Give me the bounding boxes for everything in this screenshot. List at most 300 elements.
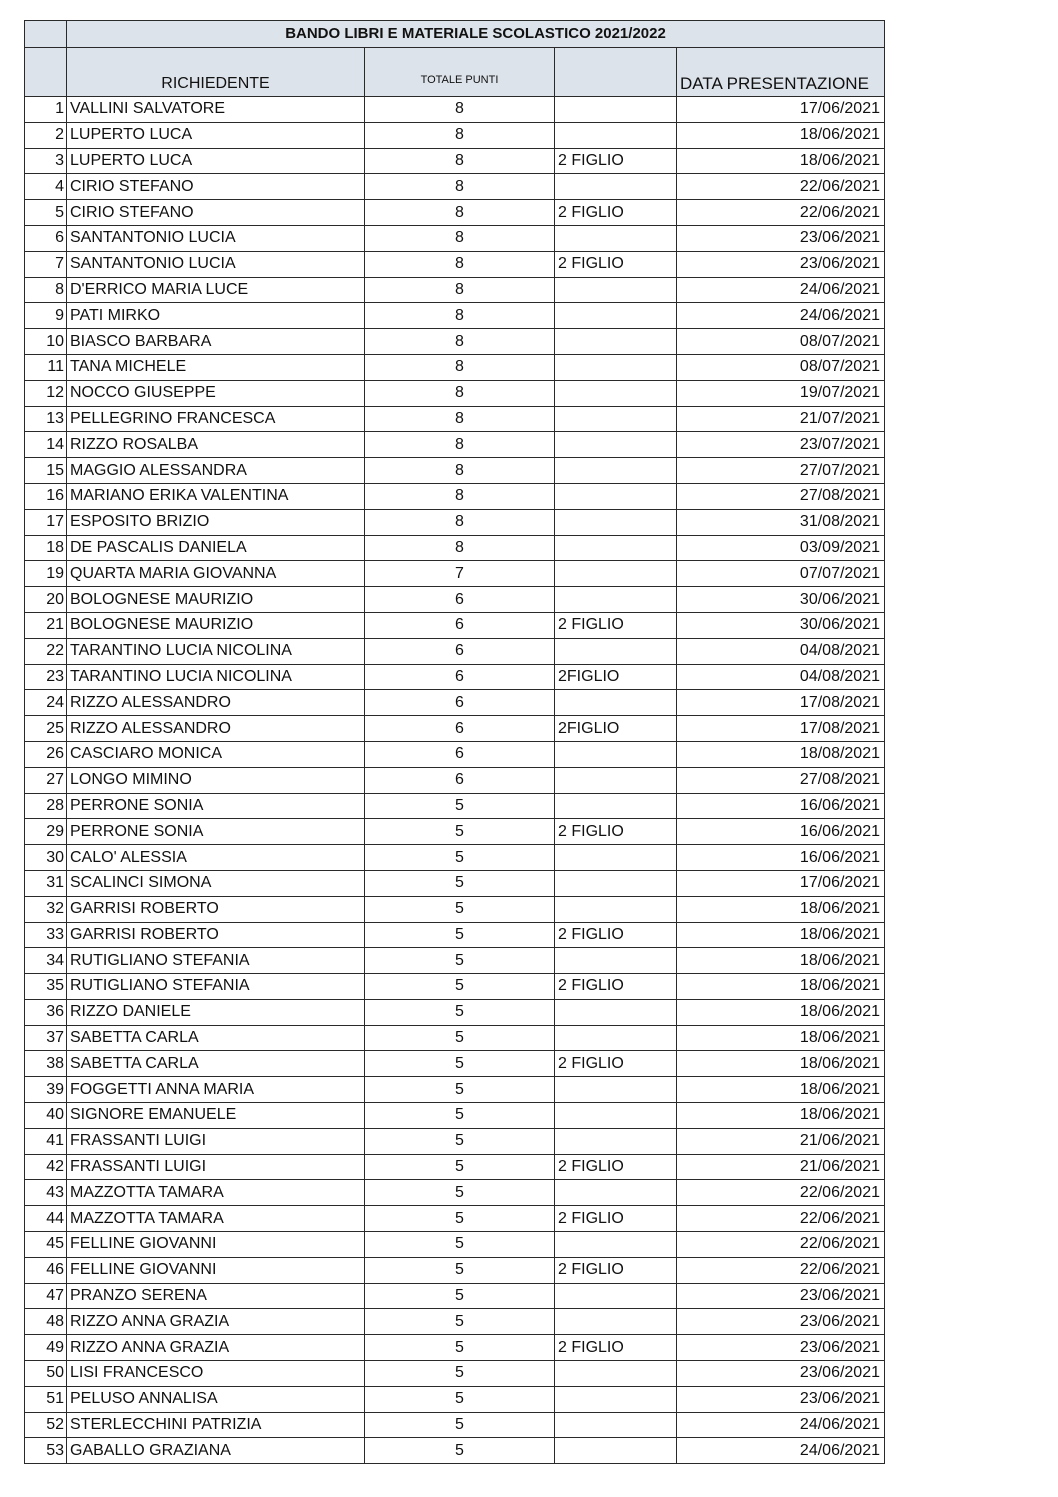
title-row — [25, 21, 885, 48]
row-number: 17 — [25, 509, 67, 535]
table-row — [25, 303, 885, 329]
child-note — [555, 1232, 677, 1258]
submission-date: 18/06/2021 — [677, 1077, 885, 1103]
table-row — [25, 1257, 885, 1283]
applicant-name: D'ERRICO MARIA LUCE — [67, 277, 365, 303]
child-note — [555, 1438, 677, 1464]
submission-date: 17/06/2021 — [677, 870, 885, 896]
table-row — [25, 690, 885, 716]
applicant-name: NOCCO GIUSEPPE — [67, 380, 365, 406]
row-number: 14 — [25, 432, 67, 458]
child-note — [555, 122, 677, 148]
child-note — [555, 1412, 677, 1438]
applicant-name: GABALLO GRAZIANA — [67, 1438, 365, 1464]
applicant-name: GARRISI ROBERTO — [67, 896, 365, 922]
applicant-name: MAZZOTTA TAMARA — [67, 1180, 365, 1206]
submission-date: 16/06/2021 — [677, 845, 885, 871]
total-points: 8 — [365, 406, 555, 432]
applicant-name: RUTIGLIANO STEFANIA — [67, 948, 365, 974]
child-note — [555, 174, 677, 200]
submission-date: 18/06/2021 — [677, 1025, 885, 1051]
total-points: 5 — [365, 1386, 555, 1412]
row-number: 37 — [25, 1025, 67, 1051]
table-row — [25, 1103, 885, 1129]
submission-date: 08/07/2021 — [677, 354, 885, 380]
child-note: 2 FIGLIO — [555, 1335, 677, 1361]
row-number: 33 — [25, 922, 67, 948]
row-number: 30 — [25, 845, 67, 871]
total-points: 5 — [365, 974, 555, 1000]
total-points: 5 — [365, 922, 555, 948]
child-note — [555, 587, 677, 613]
row-number: 26 — [25, 741, 67, 767]
submission-date: 21/06/2021 — [677, 1154, 885, 1180]
total-points: 6 — [365, 664, 555, 690]
table-row — [25, 1077, 885, 1103]
row-number: 20 — [25, 587, 67, 613]
child-note — [555, 896, 677, 922]
applicant-name: GARRISI ROBERTO — [67, 922, 365, 948]
applicant-name: BOLOGNESE MAURIZIO — [67, 612, 365, 638]
row-number: 50 — [25, 1361, 67, 1387]
applicant-name: FELLINE GIOVANNI — [67, 1232, 365, 1258]
total-points: 8 — [365, 174, 555, 200]
table-row — [25, 716, 885, 742]
submission-date: 23/06/2021 — [677, 1335, 885, 1361]
row-number: 36 — [25, 999, 67, 1025]
total-points: 7 — [365, 561, 555, 587]
table-row — [25, 896, 885, 922]
total-points: 5 — [365, 948, 555, 974]
applicant-name: TANA MICHELE — [67, 354, 365, 380]
applicant-name: RIZZO ANNA GRAZIA — [67, 1309, 365, 1335]
total-points: 5 — [365, 1206, 555, 1232]
table-row — [25, 1206, 885, 1232]
child-note: 2 FIGLIO — [555, 1051, 677, 1077]
total-points: 5 — [365, 1154, 555, 1180]
table-row — [25, 251, 885, 277]
row-number: 44 — [25, 1206, 67, 1232]
child-note — [555, 793, 677, 819]
submission-date: 24/06/2021 — [677, 1438, 885, 1464]
row-number: 16 — [25, 483, 67, 509]
child-note — [555, 690, 677, 716]
submission-date: 16/06/2021 — [677, 793, 885, 819]
child-note — [555, 1386, 677, 1412]
row-number: 7 — [25, 251, 67, 277]
row-number: 25 — [25, 716, 67, 742]
applicant-name: PERRONE SONIA — [67, 793, 365, 819]
total-points: 8 — [365, 354, 555, 380]
table-row — [25, 458, 885, 484]
applicant-name: RIZZO ROSALBA — [67, 432, 365, 458]
total-points: 5 — [365, 1361, 555, 1387]
applicant-name: PATI MIRKO — [67, 303, 365, 329]
total-points: 5 — [365, 1283, 555, 1309]
total-points: 8 — [365, 380, 555, 406]
child-note — [555, 329, 677, 355]
submission-date: 18/08/2021 — [677, 741, 885, 767]
applicant-name: BIASCO BARBARA — [67, 329, 365, 355]
total-points: 6 — [365, 612, 555, 638]
total-points: 8 — [365, 225, 555, 251]
applicant-name: LONGO MIMINO — [67, 767, 365, 793]
header-data-presentazione: DATA PRESENTAZIONE — [677, 48, 885, 97]
table-row — [25, 1025, 885, 1051]
total-points: 8 — [365, 303, 555, 329]
applicant-name: RIZZO ALESSANDRO — [67, 716, 365, 742]
submission-date: 17/08/2021 — [677, 716, 885, 742]
submission-date: 18/06/2021 — [677, 896, 885, 922]
submission-date: 23/06/2021 — [677, 1386, 885, 1412]
total-points: 8 — [365, 200, 555, 226]
table-row — [25, 819, 885, 845]
table-row — [25, 380, 885, 406]
row-number: 48 — [25, 1309, 67, 1335]
row-number: 52 — [25, 1412, 67, 1438]
row-number: 19 — [25, 561, 67, 587]
submission-date: 23/06/2021 — [677, 251, 885, 277]
applicant-name: SIGNORE EMANUELE — [67, 1103, 365, 1129]
total-points: 5 — [365, 1103, 555, 1129]
submission-date: 23/06/2021 — [677, 225, 885, 251]
child-note: 2 FIGLIO — [555, 200, 677, 226]
applicant-name: SANTANTONIO LUCIA — [67, 225, 365, 251]
submission-date: 07/07/2021 — [677, 561, 885, 587]
row-number: 34 — [25, 948, 67, 974]
applicant-name: FRASSANTI LUIGI — [67, 1128, 365, 1154]
table-row — [25, 200, 885, 226]
table-row — [25, 535, 885, 561]
total-points: 5 — [365, 1051, 555, 1077]
child-note: 2 FIGLIO — [555, 819, 677, 845]
table-title: BANDO LIBRI E MATERIALE SCOLASTICO 2021/2022 — [67, 21, 885, 48]
submission-date: 31/08/2021 — [677, 509, 885, 535]
child-note — [555, 1103, 677, 1129]
submission-date: 24/06/2021 — [677, 303, 885, 329]
total-points: 5 — [365, 870, 555, 896]
total-points: 6 — [365, 690, 555, 716]
table-row — [25, 767, 885, 793]
total-points: 8 — [365, 329, 555, 355]
table-row — [25, 483, 885, 509]
applicant-name: LISI FRANCESCO — [67, 1361, 365, 1387]
child-note — [555, 509, 677, 535]
applicant-name: STERLECCHINI PATRIZIA — [67, 1412, 365, 1438]
submission-date: 27/08/2021 — [677, 483, 885, 509]
row-number: 38 — [25, 1051, 67, 1077]
submission-date: 24/06/2021 — [677, 277, 885, 303]
submission-date: 27/08/2021 — [677, 767, 885, 793]
applicant-name: CASCIARO MONICA — [67, 741, 365, 767]
total-points: 5 — [365, 1412, 555, 1438]
child-note — [555, 483, 677, 509]
child-note: 2 FIGLIO — [555, 1257, 677, 1283]
table-row — [25, 948, 885, 974]
submission-date: 27/07/2021 — [677, 458, 885, 484]
applicant-name: MARIANO ERIKA VALENTINA — [67, 483, 365, 509]
applicant-name: BOLOGNESE MAURIZIO — [67, 587, 365, 613]
total-points: 5 — [365, 793, 555, 819]
submission-date: 22/06/2021 — [677, 1206, 885, 1232]
applicant-name: SABETTA CARLA — [67, 1025, 365, 1051]
total-points: 8 — [365, 251, 555, 277]
total-points: 8 — [365, 122, 555, 148]
total-points: 6 — [365, 587, 555, 613]
table-row — [25, 1051, 885, 1077]
child-note — [555, 535, 677, 561]
applicant-name: RIZZO ANNA GRAZIA — [67, 1335, 365, 1361]
row-number: 32 — [25, 896, 67, 922]
submission-date: 23/06/2021 — [677, 1309, 885, 1335]
table-row — [25, 225, 885, 251]
applicants-table — [24, 20, 885, 1464]
table-row — [25, 1283, 885, 1309]
header-richiedente: RICHIEDENTE — [67, 48, 365, 97]
table-row — [25, 999, 885, 1025]
child-note — [555, 948, 677, 974]
row-number: 27 — [25, 767, 67, 793]
row-number: 13 — [25, 406, 67, 432]
child-note — [555, 1361, 677, 1387]
child-note: 2 FIGLIO — [555, 974, 677, 1000]
applicant-name: CALO' ALESSIA — [67, 845, 365, 871]
child-note — [555, 767, 677, 793]
applicant-name: FRASSANTI LUIGI — [67, 1154, 365, 1180]
submission-date: 23/07/2021 — [677, 432, 885, 458]
total-points: 5 — [365, 1257, 555, 1283]
table-row — [25, 1180, 885, 1206]
total-points: 6 — [365, 767, 555, 793]
total-points: 5 — [365, 896, 555, 922]
header-number-cell — [25, 48, 67, 97]
row-number: 46 — [25, 1257, 67, 1283]
child-note — [555, 1077, 677, 1103]
submission-date: 18/06/2021 — [677, 1051, 885, 1077]
table-row — [25, 1412, 885, 1438]
child-note: 2 FIGLIO — [555, 1154, 677, 1180]
total-points: 8 — [365, 509, 555, 535]
table-row — [25, 1361, 885, 1387]
table-row — [25, 148, 885, 174]
total-points: 8 — [365, 432, 555, 458]
applicant-name: LUPERTO LUCA — [67, 148, 365, 174]
table-row — [25, 277, 885, 303]
header-note — [555, 48, 677, 97]
row-number: 18 — [25, 535, 67, 561]
row-number: 9 — [25, 303, 67, 329]
row-number: 35 — [25, 974, 67, 1000]
table-row — [25, 509, 885, 535]
row-number: 10 — [25, 329, 67, 355]
total-points: 6 — [365, 638, 555, 664]
row-number: 40 — [25, 1103, 67, 1129]
row-number: 11 — [25, 354, 67, 380]
row-number: 42 — [25, 1154, 67, 1180]
total-points: 8 — [365, 458, 555, 484]
child-note: 2 FIGLIO — [555, 251, 677, 277]
header-totale-punti: TOTALE PUNTI — [365, 48, 555, 97]
row-number: 23 — [25, 664, 67, 690]
title-corner-cell — [25, 21, 67, 48]
child-note — [555, 845, 677, 871]
child-note: 2 FIGLIO — [555, 1206, 677, 1232]
child-note: 2FIGLIO — [555, 664, 677, 690]
table-row — [25, 1438, 885, 1464]
child-note — [555, 561, 677, 587]
table-row — [25, 1386, 885, 1412]
applicant-name: SANTANTONIO LUCIA — [67, 251, 365, 277]
submission-date: 24/06/2021 — [677, 1412, 885, 1438]
row-number: 22 — [25, 638, 67, 664]
submission-date: 21/06/2021 — [677, 1128, 885, 1154]
applicant-name: TARANTINO LUCIA NICOLINA — [67, 638, 365, 664]
row-number: 3 — [25, 148, 67, 174]
child-note — [555, 354, 677, 380]
submission-date: 19/07/2021 — [677, 380, 885, 406]
applicant-name: MAZZOTTA TAMARA — [67, 1206, 365, 1232]
table-row — [25, 174, 885, 200]
child-note — [555, 97, 677, 123]
total-points: 5 — [365, 845, 555, 871]
child-note — [555, 277, 677, 303]
submission-date: 22/06/2021 — [677, 1232, 885, 1258]
total-points: 5 — [365, 1180, 555, 1206]
total-points: 5 — [365, 999, 555, 1025]
row-number: 51 — [25, 1386, 67, 1412]
row-number: 24 — [25, 690, 67, 716]
applicant-name: CIRIO STEFANO — [67, 174, 365, 200]
total-points: 8 — [365, 97, 555, 123]
table-row — [25, 1128, 885, 1154]
submission-date: 08/07/2021 — [677, 329, 885, 355]
applicant-name: FOGGETTI ANNA MARIA — [67, 1077, 365, 1103]
applicant-name: PELUSO ANNALISA — [67, 1386, 365, 1412]
row-number: 8 — [25, 277, 67, 303]
child-note — [555, 999, 677, 1025]
child-note — [555, 638, 677, 664]
applicant-name: DE PASCALIS DANIELA — [67, 535, 365, 561]
total-points: 6 — [365, 716, 555, 742]
total-points: 5 — [365, 1438, 555, 1464]
row-number: 47 — [25, 1283, 67, 1309]
applicant-name: MAGGIO ALESSANDRA — [67, 458, 365, 484]
applicant-name: RIZZO DANIELE — [67, 999, 365, 1025]
submission-date: 23/06/2021 — [677, 1283, 885, 1309]
submission-date: 18/06/2021 — [677, 122, 885, 148]
submission-date: 22/06/2021 — [677, 1257, 885, 1283]
applicant-name: LUPERTO LUCA — [67, 122, 365, 148]
total-points: 5 — [365, 1232, 555, 1258]
row-number: 31 — [25, 870, 67, 896]
submission-date: 18/06/2021 — [677, 948, 885, 974]
total-points: 8 — [365, 483, 555, 509]
table-row — [25, 612, 885, 638]
total-points: 5 — [365, 1335, 555, 1361]
row-number: 28 — [25, 793, 67, 819]
table-row — [25, 354, 885, 380]
table-row — [25, 793, 885, 819]
table-row — [25, 587, 885, 613]
submission-date: 18/06/2021 — [677, 999, 885, 1025]
table-row — [25, 974, 885, 1000]
child-note — [555, 406, 677, 432]
applicant-name: CIRIO STEFANO — [67, 200, 365, 226]
submission-date: 04/08/2021 — [677, 664, 885, 690]
total-points: 5 — [365, 1077, 555, 1103]
child-note — [555, 1025, 677, 1051]
applicant-name: PELLEGRINO FRANCESCA — [67, 406, 365, 432]
submission-date: 22/06/2021 — [677, 200, 885, 226]
applicant-name: RUTIGLIANO STEFANIA — [67, 974, 365, 1000]
row-number: 53 — [25, 1438, 67, 1464]
table-row — [25, 1232, 885, 1258]
total-points: 8 — [365, 535, 555, 561]
child-note — [555, 380, 677, 406]
child-note: 2 FIGLIO — [555, 612, 677, 638]
table-row — [25, 870, 885, 896]
row-number: 4 — [25, 174, 67, 200]
applicant-name: SABETTA CARLA — [67, 1051, 365, 1077]
row-number: 29 — [25, 819, 67, 845]
table-row — [25, 1154, 885, 1180]
child-note — [555, 458, 677, 484]
total-points: 5 — [365, 819, 555, 845]
child-note — [555, 1283, 677, 1309]
submission-date: 30/06/2021 — [677, 587, 885, 613]
row-number: 43 — [25, 1180, 67, 1206]
child-note — [555, 1309, 677, 1335]
table-row — [25, 1309, 885, 1335]
applicant-name: FELLINE GIOVANNI — [67, 1257, 365, 1283]
total-points: 8 — [365, 148, 555, 174]
submission-date: 04/08/2021 — [677, 638, 885, 664]
table-row — [25, 1335, 885, 1361]
submission-date: 18/06/2021 — [677, 1103, 885, 1129]
child-note: 2 FIGLIO — [555, 922, 677, 948]
row-number: 39 — [25, 1077, 67, 1103]
table-row — [25, 432, 885, 458]
row-number: 1 — [25, 97, 67, 123]
total-points: 8 — [365, 277, 555, 303]
row-number: 49 — [25, 1335, 67, 1361]
total-points: 6 — [365, 741, 555, 767]
total-points: 5 — [365, 1025, 555, 1051]
applicant-name: ESPOSITO BRIZIO — [67, 509, 365, 535]
submission-date: 18/06/2021 — [677, 922, 885, 948]
table-row — [25, 845, 885, 871]
table-row — [25, 638, 885, 664]
row-number: 21 — [25, 612, 67, 638]
submission-date: 18/06/2021 — [677, 148, 885, 174]
table-row — [25, 741, 885, 767]
applicant-name: VALLINI SALVATORE — [67, 97, 365, 123]
submission-date: 18/06/2021 — [677, 974, 885, 1000]
submission-date: 30/06/2021 — [677, 612, 885, 638]
table-row — [25, 922, 885, 948]
submission-date: 03/09/2021 — [677, 535, 885, 561]
applicant-name: PERRONE SONIA — [67, 819, 365, 845]
submission-date: 17/08/2021 — [677, 690, 885, 716]
applicant-name: TARANTINO LUCIA NICOLINA — [67, 664, 365, 690]
applicant-name: SCALINCI SIMONA — [67, 870, 365, 896]
table-row — [25, 664, 885, 690]
row-number: 45 — [25, 1232, 67, 1258]
table-row — [25, 97, 885, 123]
table-row — [25, 122, 885, 148]
row-number: 12 — [25, 380, 67, 406]
submission-date: 22/06/2021 — [677, 1180, 885, 1206]
